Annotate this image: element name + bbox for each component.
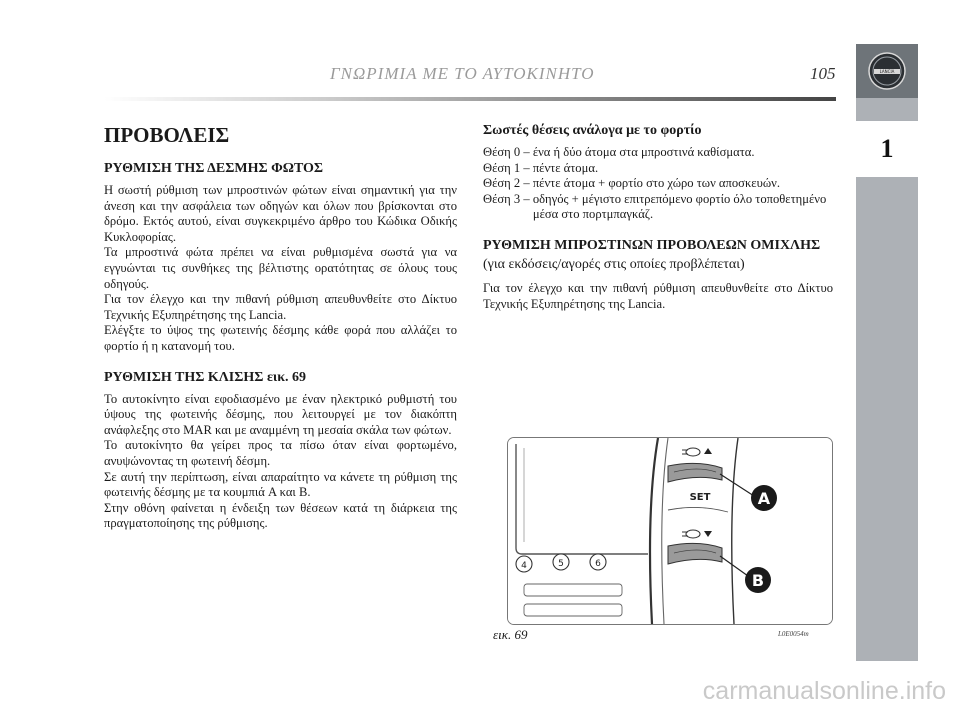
preset-button-5[interactable] [553, 554, 569, 570]
paragraph: Για τον έλεγχο και την πιθανή ρύθμιση απευθυνθείτε στο Δίκτυο Τεχνικής Εξυπηρέτησης της Lancia. [104, 292, 457, 322]
preset-button-6[interactable] [590, 554, 606, 570]
header-title: ΓΝΩΡΙΜΙΑ ΜΕ ΤΟ ΑΥΤΟΚΙΝΗΤΟ [330, 64, 595, 83]
load-positions-heading: Σωστές θέσεις ανάλογα με το φορτίο [483, 123, 702, 138]
paragraph: Ελέγξτε το ύψος της φωτεινής δέσμης κάθε φορά που αλλάζει το φορτίο ή η κατανομή του. [104, 323, 457, 353]
list-item: Θέση 3 – οδηγός + μέγιστο επιτρεπόμενο φορτίο όλο τοποθετημένο μέσα στο πορτμπαγκάζ. [483, 191, 827, 222]
beam-adjust-body [104, 183, 457, 355]
paragraph: Για τον έλεγχο και την πιθανή ρύθμιση απευθυνθείτε στο Δίκτυο Τεχνικής Εξυπηρέτησης της Lancia. [483, 280, 833, 311]
right-column [483, 122, 833, 312]
load-positions-list [483, 145, 833, 223]
chapter-number: 1 [856, 120, 918, 178]
paragraph: Στην οθόνη φαίνεται η ένδειξη των θέσεων κατά τη διάρκεια της πραγματοποίησης της ρύθμισης. [104, 500, 457, 531]
paragraph: Η σωστή ρύθμιση των μπροστινών φώτων είναι σημαντική για την άνεση και την ασφάλεια των οδηγών και όλων που βρίσκονται στο δρόμο. Εκτός αυτού, είναι συγκεκριμένο άρθρο του Κώδικα Οδικής Κυκλοφορίας. [104, 183, 457, 244]
svg-text:5: 5 [558, 559, 564, 569]
set-label: SET [689, 492, 711, 503]
svg-text:6: 6 [595, 559, 601, 569]
preset-button-4[interactable] [516, 556, 532, 572]
callout-b [745, 567, 771, 593]
list-item: Θέση 0 – ένα ή δύο άτομα στα μπροστινά καθίσματα. [483, 145, 755, 159]
paragraph: Το αυτοκίνητο είναι εφοδιασμένο με έναν ηλεκτρικό ρυθμιστή του ύψους της φωτεινής δέσμης, που λειτουργεί με τον διακόπτη ανάφλεξης στο MAR και με αναμμένη τη μεσαία σκάλα των φώτων. [104, 391, 457, 437]
svg-text:4: 4 [521, 561, 527, 571]
list-item: Θέση 1 – πέντε άτομα. [483, 160, 599, 175]
figure-69 [507, 437, 833, 625]
figure-caption: εικ. 69 [493, 627, 528, 642]
section-title: ΠΡΟΒΟΛΕΙΣ [104, 123, 230, 147]
svg-text:B: B [751, 571, 765, 590]
figure-code: L0E0054m [778, 630, 809, 638]
callout-a [751, 485, 777, 511]
lancia-logo-icon [867, 51, 907, 91]
svg-text:A: A [757, 489, 771, 508]
beam-adjust-heading: ΡΥΘΜΙΣΗ ΤΗΣ ΔΕΣΜΗΣ ΦΩΤΟΣ [104, 161, 324, 176]
logo-text: LANCIA [879, 69, 895, 74]
tilt-adjust-body [104, 392, 457, 532]
page-number: 105 [810, 64, 836, 83]
list-item: Θέση 2 – πέντε άτομα + φορτίο στο χώρο των αποσκευών. [483, 176, 780, 191]
tilt-adjust-heading: ΡΥΘΜΙΣΗ ΤΗΣ ΚΛΙΣΗΣ εικ. 69 [104, 369, 307, 385]
brand-logo [856, 44, 918, 98]
paragraph: Το αυτοκίνητο θα γείρει προς τα πίσω όταν είναι φορτωμένο, ανυψώνοντας τη φωτεινή δέσμη. [104, 438, 457, 468]
left-column [104, 122, 457, 546]
headlight-adjuster-illustration [508, 438, 832, 624]
fog-lights-heading: ΡΥΘΜΙΣΗ ΜΠΡΟΣΤΙΝΩΝ ΠΡΟΒΟΛΕΩΝ ΟΜΙΧΛΗΣ [483, 237, 821, 253]
header-rule [104, 97, 836, 101]
paragraph: Σε αυτή την περίπτωση, είναι απαραίτητο να κάνετε τη ρύθμιση της φωτεινής δέσμης με τα κουμπιά A και B. [104, 469, 457, 500]
watermark: carmanualsonline.info [702, 677, 946, 705]
fog-lights-subheading: (για εκδόσεις/αγορές στις οποίες προβλέπεται) [483, 256, 745, 272]
paragraph: Τα μπροστινά φώτα πρέπει να είναι ρυθμισμένα σωστά για να εγγυώνται τις συνθήκες της βέλτιστης ορατότητας σε όλους τους οδηγούς. [104, 245, 457, 291]
